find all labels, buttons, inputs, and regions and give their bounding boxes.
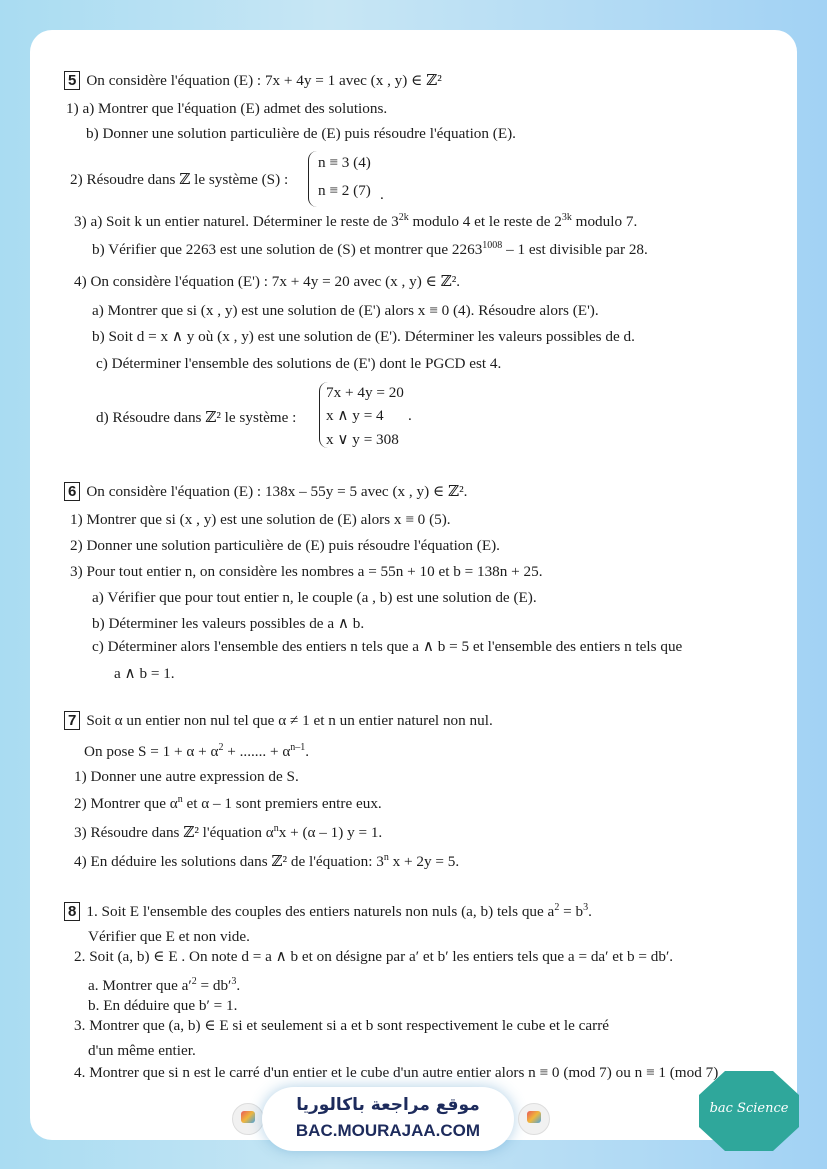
exercise-5-intro: 5 On considère l'équation (E) : 7x + 4y = 1 avec (x , y) ∈ ℤ² <box>64 71 442 90</box>
ex5-q1a: 1) a) Montrer que l'équation (E) admet des solutions. <box>66 100 388 117</box>
exercise-number: 6 <box>64 482 80 501</box>
ex7-q3: 3) Résoudre dans ℤ² l'équation $\alpha^nx + (\alpha - 1) y = 1$. <box>74 823 383 841</box>
exercise-number: 5 <box>64 71 80 90</box>
badge-text: bac Science <box>709 1101 789 1116</box>
ex6-q2: 2) Donner une solution particulière de (E) puis résoudre l'équation (E). <box>70 537 500 554</box>
ex5-q4b: b) Soit d = x ∧ y où (x , y) est une solution de (E'). Déterminer les valeurs possibles de d. <box>92 328 635 345</box>
ex5-q2-eq2: n ≡ 2 (7) <box>318 182 371 199</box>
ex5-q4: 4) On considère l'équation (E') : 7x + 4y = 20 avec (x , y) ∈ ℤ². <box>74 273 461 290</box>
ex7-q2: 2) Montrer que $\alpha^n$ et α – 1 sont premiers entre eux. <box>74 794 382 812</box>
document-page: 5 On considère l'équation (E) : 7x + 4y = 1 avec (x , y) ∈ ℤ² 1) a) Montrer que l'équation (E) admet des solutions. b) Donner une solution particulière de (E) puis résoudre l'équation (E). 2) Résoudre dans ℤ le système (S) : n ≡ 3 (4) n ≡ 2 (7) . 3) a) Soit k un entier naturel. Déterminer le reste de $3^{2k}$ modulo 4 et le reste de $2^{3k}$ modulo 7. b) Vérifier que 2263 est une solution de (S) et montrer que $2263^{1008} - 1$ est divisible par 28. 4) On considère l'équation (E') : 7x + 4y = 20 avec (x , y) ∈ ℤ². a) Montrer que si (x , y) est une solution de (E') alors x ≡ 0 (4). Résoudre alors (E'). b) Soit d = x ∧ y où (x , y) est une solution de (E'). Déterminer les valeurs possibles de d. c) Déterminer l'ensemble des solutions de (E') dont le PGCD est 4. d) Résoudre dans ℤ² le système : 7x + 4y = 20 x ∧ y = 4 x ∨ y = 308 . 6 On considère l'équation (E) : 138x – 55y = 5 avec (x , y) ∈ ℤ². 1) Montrer que si (x , y) est une solution de (E) alors x ≡ 0 (5). 2) Donner une solution particulière de (E) puis résoudre l'équation (E). 3) Pour tout entier n, on considère les nombres a = 55n + 10 et b = 138n + 25. a) Vérifier que pour tout entier n, le couple (a , b) est une solution de (E). b) Déterminer les valeurs possibles de a ∧ b. c) Déterminer alors l'ensemble des entiers n tels que a ∧ b = 5 et l'ensemble des entiers n tels que a ∧ b = 1. 7 Soit α un entier non nul tel que α ≠ 1 et n un entier naturel non nul. On pose $S = 1 + \alpha + \alpha^2$ + ....... + $\alpha^{n-1}$. 1) Donner une autre expression de S. 2) Montrer que $\alpha^n$ et α – 1 sont premiers entre eux. 3) Résoudre dans ℤ² l'équation $\alpha^nx + (\alpha - 1) y = 1$. 4) En déduire les solutions dans ℤ² de l'équation: 3$^n$ x + 2y = 5. 8 1. Soit E l'ensemble des couples des entiers naturels non nuls (a, b) tels que $a^2 = b^3$. Vérifier que E et non vide. 2. Soit (a, b) ∈ E . On note d = a ∧ b et on désigne par a′ et b′ les entiers tels que a = da′ et b = db′. a. Montrer que $a'^2 = db'^3$. b. En déduire que b′ = 1. 3. Montrer que (a, b) ∈ E si et seulement si a et b sont respectivement le cube et le carré d'un même entier. 4. Montrer que si n est le carré d'un entier et le cube d'un autre entier alors n ≡ 0 (mod 7) ou n ≡ 1 (mod 7) <box>30 30 797 1140</box>
ex5-q1b: b) Donner une solution particulière de (E) puis résoudre l'équation (E). <box>86 125 516 142</box>
site-logo-left <box>232 1103 264 1135</box>
footer-site-name: موقع مراجعة باكالوريا <box>296 1095 480 1115</box>
ex8-q1b: Vérifier que E et non vide. <box>88 928 250 945</box>
ex8-q2a: a. Montrer que $a'^2 = db'^3$. <box>88 976 241 994</box>
bac-science-badge <box>697 1069 801 1153</box>
ex5-q4d-prefix: d) Résoudre dans ℤ² le système : <box>96 409 297 426</box>
ex7-pose: On pose $S = 1 + \alpha + \alpha^2$ + ....... + $\alpha^{n-1}$. <box>84 742 310 760</box>
exercise-8-intro: 8 1. Soit E l'ensemble des couples des entiers naturels non nuls (a, b) tels que $a^2 = b^3$. <box>64 902 592 921</box>
ex6-q3b: b) Déterminer les valeurs possibles de a ∧ b. <box>92 615 365 632</box>
ex8-q3-end: d'un même entier. <box>88 1042 196 1059</box>
exercise-number: 7 <box>64 711 80 730</box>
ex5-q4d-eq2: x ∧ y = 4 <box>326 407 384 424</box>
ex6-q3a: a) Vérifier que pour tout entier n, le couple (a , b) est une solution de (E). <box>92 589 537 606</box>
ex6-q1: 1) Montrer que si (x , y) est une solution de (E) alors x ≡ 0 (5). <box>70 511 451 528</box>
exercise-number: 8 <box>64 902 80 921</box>
ex8-q4: 4. Montrer que si n est le carré d'un entier et le cube d'un autre entier alors n ≡ 0 (mod 7) ou n ≡ 1 (mod 7) <box>74 1064 719 1081</box>
footer-site-url[interactable]: BAC.MOURAJAA.COM <box>295 1121 481 1140</box>
ex7-q4: 4) En déduire les solutions dans ℤ² de l'équation: 3$^n$ x + 2y = 5. <box>74 852 460 870</box>
system-brace <box>308 151 317 207</box>
ex6-q3c-end: a ∧ b = 1. <box>114 665 175 682</box>
ex6-q3c: c) Déterminer alors l'ensemble des entiers n tels que a ∧ b = 5 et l'ensemble des entiers n tels que <box>92 638 683 655</box>
ex6-q3: 3) Pour tout entier n, on considère les nombres a = 55n + 10 et b = 138n + 25. <box>70 563 543 580</box>
ex8-q2b: b. En déduire que b′ = 1. <box>88 997 238 1014</box>
ex5-q2-prefix: 2) Résoudre dans ℤ le système (S) : <box>70 171 289 188</box>
site-logo-right <box>518 1103 550 1135</box>
ex8-q3: 3. Montrer que (a, b) ∈ E si et seulement si a et b sont respectivement le cube et le carré <box>74 1017 610 1034</box>
ex5-q3a: 3) a) Soit k un entier naturel. Déterminer le reste de $3^{2k}$ modulo 4 et le reste de $2^{3k}$ modulo 7. <box>74 212 638 230</box>
ex5-q4a: a) Montrer que si (x , y) est une solution de (E') alors x ≡ 0 (4). Résoudre alors (E'). <box>92 302 599 319</box>
exercise-7-intro: 7 Soit α un entier non nul tel que α ≠ 1 et n un entier naturel non nul. <box>64 711 493 730</box>
ex5-q4d-eq3: x ∨ y = 308 <box>326 431 399 448</box>
footer-banner[interactable] <box>262 1087 514 1151</box>
ex5-q2-eq1: n ≡ 3 (4) <box>318 154 371 171</box>
ex7-q1: 1) Donner une autre expression de S. <box>74 768 299 785</box>
ex5-q4c: c) Déterminer l'ensemble des solutions de (E') dont le PGCD est 4. <box>96 355 502 372</box>
ex5-q3b: b) Vérifier que 2263 est une solution de (S) et montrer que $2263^{1008} - 1$ est divisible par 28. <box>92 240 648 258</box>
ex8-q2: 2. Soit (a, b) ∈ E . On note d = a ∧ b et on désigne par a′ et b′ les entiers tels que a = da′ et b = db′. <box>74 948 674 965</box>
ex5-q4d-eq1: 7x + 4y = 20 <box>326 384 404 401</box>
exercise-6-intro: 6 On considère l'équation (E) : 138x – 55y = 5 avec (x , y) ∈ ℤ². <box>64 482 467 501</box>
